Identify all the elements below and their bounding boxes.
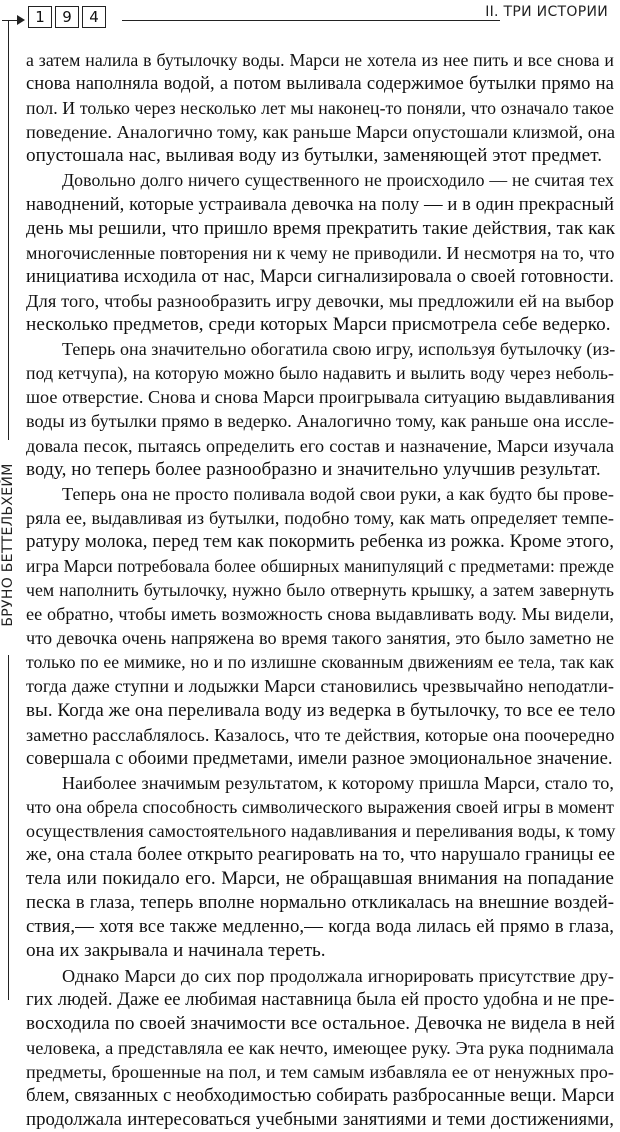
text-line: заметно расслаблялось. Казалось, что те действия, которые она поочередно	[26, 724, 615, 745]
text-line: осуществления самостоятельного надавливания и переливания воды, к тому	[26, 821, 616, 841]
text-line: под кетчупа), на которую можно было надавить и вылить воду через неболь-	[26, 363, 614, 384]
text-line: поведение. Аналогично тому, как раньше Марси опустошали клизмой, она	[26, 122, 616, 143]
side-rule-top	[8, 20, 9, 440]
text-line: блем, связанных с необходимостью собирать разбросанные вещи. Марси	[26, 1085, 615, 1107]
text-line: воду, но теперь более разнообразно и значительно улучшив результат.	[26, 458, 601, 480]
text-line: ее обратно, чтобы иметь возможность снова выдавливать воду. Мы видели,	[26, 604, 614, 625]
text-line: предметы, брошенные на пол, и тем самым избавляла ее от ненужных про-	[26, 1061, 614, 1082]
text-line: шое отверстие. Снова и снова Марси проигрывала ситуацию выдавливания	[26, 387, 615, 408]
text-line: тогда даже ступни и лодыжки Марси становились чрезвычайно неподатли-	[26, 676, 614, 697]
header-arrow-icon	[17, 15, 25, 25]
running-title: II. ТРИ ИСТОРИИ	[485, 4, 608, 20]
page-number-digit: 4	[82, 6, 106, 28]
text-line: довала песок, пытаясь определить его состав и назначение, Марси изучала	[26, 435, 614, 456]
text-line: день мы решили, что пришло время прекратить такие действия, так как	[26, 217, 616, 239]
text-line: несколько предметов, среди которых Марси присмотрела себе ведерко.	[26, 314, 611, 336]
side-author-name: БРУНО БЕТТЕЛЬХЕЙМ	[0, 463, 16, 627]
text-line: игра Марси потребовала более обширных манипуляций с предметами: прежде	[26, 555, 614, 576]
text-line: вы. Когда же она переливала воду из ведерка в бутылочку, то все ее тело	[26, 699, 616, 721]
text-line: она их закрывала и начинала тереть.	[26, 940, 326, 962]
text-line: что девочка очень напряжена во время такого занятия, это было заметно не	[26, 628, 614, 649]
text-line: снова наполняла водой, а потом выливала содержимое бутылки прямо на	[26, 73, 614, 95]
text-line: тела или покидало его. Марси, не обращавшая внимания на попадание	[26, 868, 614, 890]
header-rule-right	[122, 20, 500, 21]
text-line: Для того, чтобы разнообразить игру девочки, мы предложили ей на выбор	[26, 290, 614, 311]
running-header	[0, 0, 620, 40]
text-line: пол. И только через несколько лет мы наконец-то поняли, что означало такое	[26, 98, 614, 119]
text-line: человека, а представляла ее как нечто, имеющее руку. Эта рука поднимала	[26, 1037, 614, 1058]
text-line: продолжала интересоваться учебными занятиями и теми достижениями,	[26, 1109, 614, 1131]
text-line: восходила по своей значимости все остальное. Девочка не видела в ней	[26, 1012, 615, 1034]
side-rule-bottom	[8, 655, 9, 1000]
text-line: гих людей. Даже ее любимая наставница была ей просто удобна и не пре-	[26, 988, 615, 1010]
text-line: песка в глаза, теперь вполне нормально откликалась на внешние воздей-	[26, 892, 614, 914]
text-line: только по ее мимике, но и по излишне скованным движениям ее тела, так как	[26, 652, 614, 673]
text-line: совершала с обоими предметами, имели разное эмоциональное значение.	[26, 747, 613, 769]
text-line: что она обрела способность символического выражения своей игры в момент	[26, 796, 614, 817]
text-line: ратуру молока, перед тем как покормить ребенка из рожка. Кроме этого,	[26, 530, 615, 552]
text-line: воды из бутылки прямо в ведерко. Аналогично тому, как раньше она иссле-	[26, 411, 615, 432]
text-line: Довольно долго ничего существенного не происходило — не считая тех	[62, 170, 614, 191]
page-body-text	[26, 48, 614, 1132]
text-line: Теперь она значительно обогатила свою игру, используя бутылочку (из-	[62, 339, 616, 360]
text-line: Наиболее значимым результатом, к которому пришла Марси, стало то,	[62, 772, 614, 793]
text-line: чем наполнить бутылочку, нужно было отвернуть крышку, а затем завернуть	[26, 580, 614, 601]
text-line: Теперь она не просто поливала водой свои руки, а как будто бы прове-	[62, 483, 614, 504]
text-line: а затем налила в бутылочку воды. Марси не хотела из нее пить и все снова и	[26, 50, 614, 70]
text-line: ствия,— хотя все также медленно,— когда вода лилась ей прямо в глаза,	[26, 916, 614, 938]
text-line: инициатива исходила от нас, Марси сигнализировала о своей готовности.	[26, 265, 614, 287]
text-line: многочисленные повторения ни к чему не приводили. И несмотря на то, что	[26, 242, 615, 263]
text-line: Однако Марси до сих пор продолжала игнорировать присутствие дру-	[62, 965, 614, 986]
page-number-digit: 1	[28, 6, 52, 28]
page-number	[28, 6, 106, 28]
page-number-digit: 9	[55, 6, 79, 28]
text-line: наводнений, которые устраивала девочка на полу — и в один прекрасный	[26, 193, 614, 215]
text-line: же, она стала более открыто реагировать на то, что нарушало границы ее	[26, 844, 616, 866]
text-line: ряла ее, выдавливая из бутылки, подобно тому, как мать определяет темпе-	[26, 507, 614, 528]
text-line: опустошала нас, выливая воду из бутылки, заменяющей этот предмет.	[26, 145, 603, 167]
